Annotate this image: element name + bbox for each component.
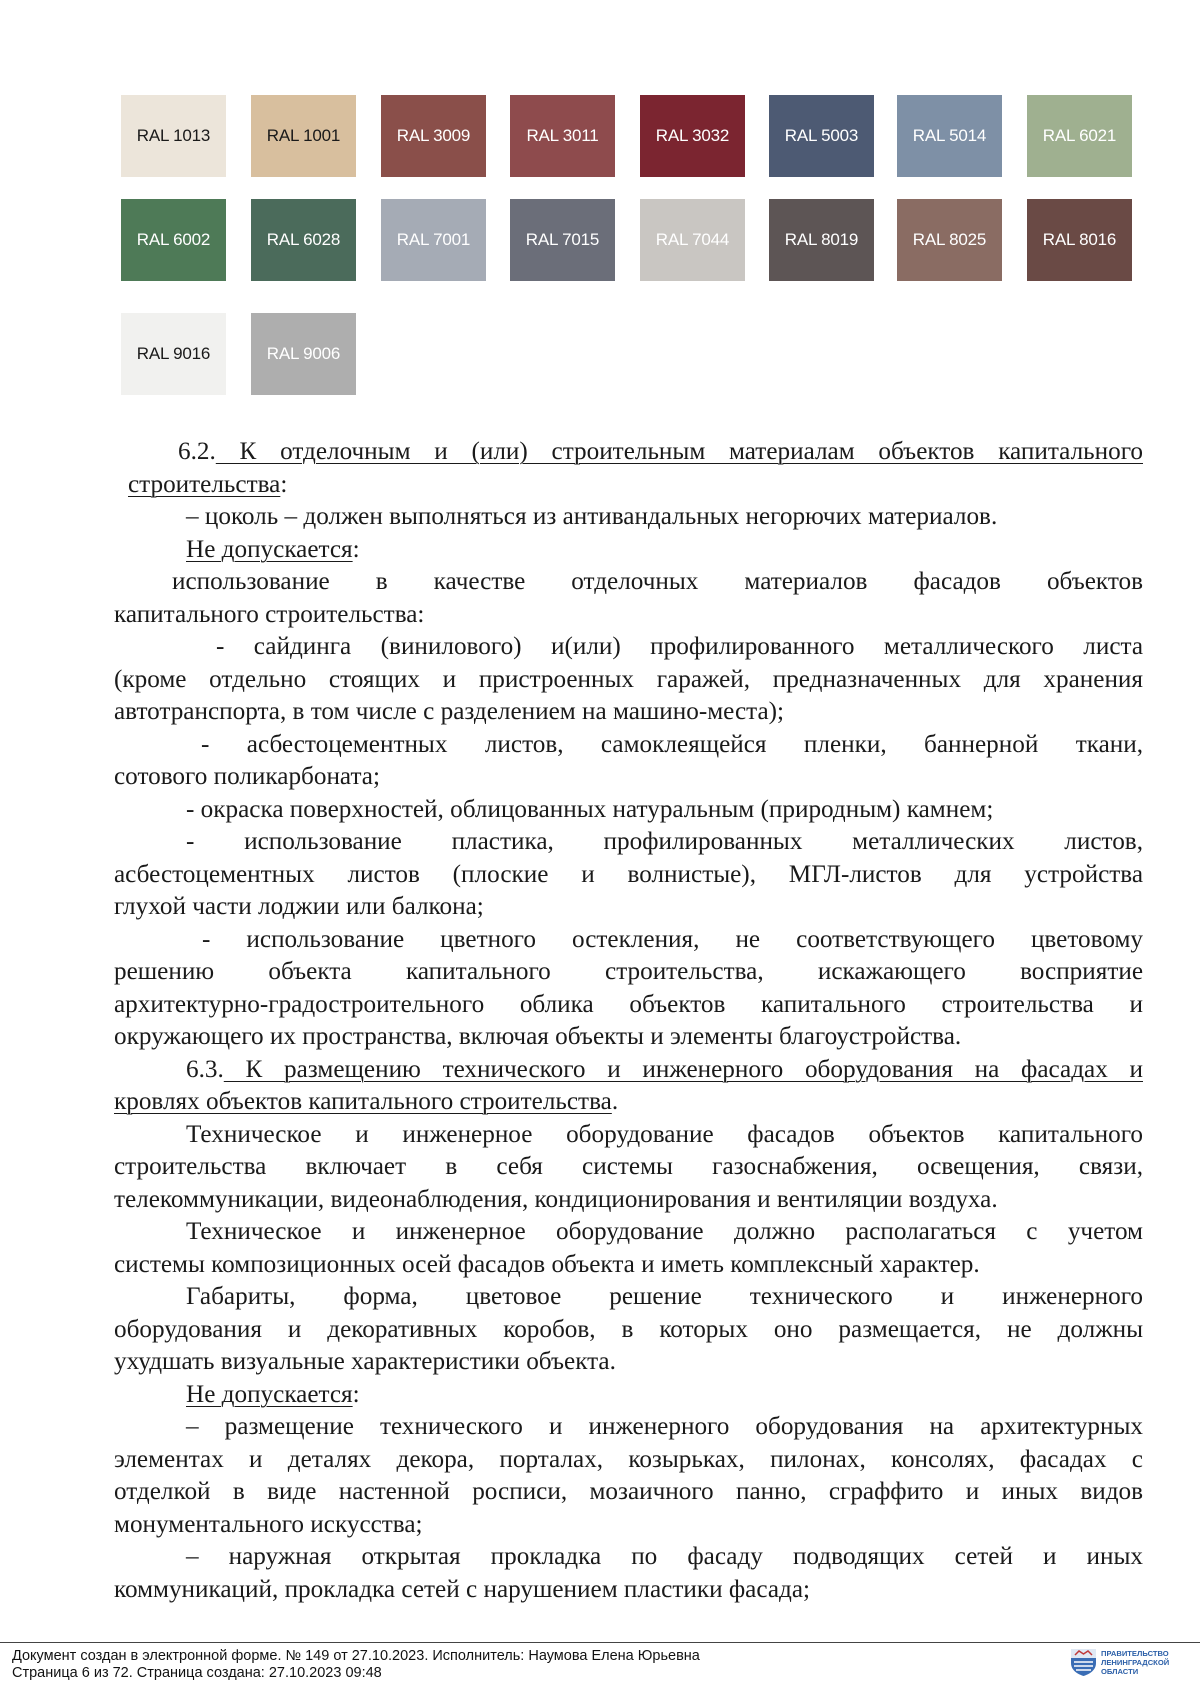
paragraph-line: Габариты, форма, цветовое решение технического и инженерного [186, 1283, 1143, 1310]
ral-swatch [251, 95, 356, 177]
ral-swatch [381, 199, 486, 281]
text-line: (кроме отдельно стоящих и пристроенных гаражей, предназначенных для хранения [114, 665, 1143, 693]
list-item: – размещение технического и инженерного оборудования на архитектурных [186, 1413, 1143, 1440]
section-title: кровлях объектов капитального строительства [114, 1088, 612, 1115]
ral-swatch [897, 95, 1002, 177]
ral-swatch-label: RAL 6028 [266, 230, 341, 249]
ral-swatch-label: RAL 8016 [1042, 230, 1117, 249]
ral-swatch [251, 313, 356, 395]
ral-swatch-label: RAL 3009 [396, 126, 471, 145]
ral-swatch [769, 95, 874, 177]
ral-swatch-label: RAL 7001 [396, 230, 471, 249]
text-line: оборудования и декоративных коробов, в которых оно размещается, не должны [114, 1315, 1143, 1343]
text-line: асбестоцементных листов (плоские и волнистые), МГЛ-листов для устройства [114, 860, 1143, 888]
section-heading-cont [114, 469, 1143, 502]
ral-swatch-label: RAL 3032 [655, 126, 730, 145]
section-title: строительства [128, 470, 281, 498]
ral-swatch [121, 199, 226, 281]
ral-swatch-label: RAL 9016 [136, 344, 211, 363]
page-footer [12, 1648, 700, 1682]
text-line: : [352, 1380, 360, 1408]
text-line: глухой части лоджии или балкона; [114, 893, 484, 920]
section-title: К размещению технического и инженерного оборудования на фасадах и [223, 1055, 1143, 1083]
ral-swatch [381, 95, 486, 177]
text-line: строительства включает в себя системы газоснабжения, освещения, связи, [114, 1153, 1143, 1180]
text-line: решению объекта капитального строительства, искажающего восприятие [114, 958, 1143, 985]
document-body [114, 436, 1143, 1606]
text-line: элементах и деталях декора, порталах, козырьках, пилонах, консолях, фасадах с [114, 1445, 1143, 1473]
ral-swatch [510, 95, 615, 177]
ral-swatch-label: RAL 5003 [784, 126, 859, 145]
subheading-label: Не допускается [186, 535, 353, 563]
text-line: коммуникаций, прокладка сетей с нарушением пластики фасада; [114, 1575, 811, 1603]
subheading-not-allowed [114, 1379, 1143, 1412]
text-line: : [280, 470, 288, 498]
text-line: сотового поликарбоната; [114, 763, 380, 790]
ral-swatch-label: RAL 9006 [266, 344, 341, 363]
ral-swatch [1027, 95, 1132, 177]
paragraph-line: Техническое и инженерное оборудование должно располагаться с учетом [186, 1218, 1143, 1245]
text-line: телекоммуникации, видеонаблюдения, кондиционирования и вентиляции воздуха. [114, 1185, 998, 1213]
section-heading-6-2 [114, 436, 1143, 469]
text-line: : [352, 535, 360, 563]
ral-swatch-label: RAL 6021 [1042, 126, 1117, 145]
text-line: архитектурно-градостроительного облика объектов капитального строительства и [114, 990, 1143, 1018]
text-line: отделкой в виде настенной росписи, мозаичного панно, сграффито и иных видов [114, 1478, 1143, 1505]
ral-swatch-label: RAL 3011 [526, 126, 599, 145]
list-item: - окраска поверхностей, облицованных натуральным (природным) камнем; [186, 795, 994, 823]
footer-page-info: Страница 6 из 72. Страница создана: 27.10.2023 09:48 [12, 1665, 382, 1681]
section-title: К отделочным и (или) строительным материалам объектов капитального [215, 438, 1143, 465]
logo-caption: ПРАВИТЕЛЬСТВО ЛЕНИНГРАДСКОЙ ОБЛАСТИ [1101, 1649, 1170, 1676]
list-item: - сайдинга (винилового) и(или) профилированного металлического листа [216, 633, 1143, 660]
section-heading-6-3 [114, 1054, 1143, 1087]
ral-swatch [640, 199, 745, 281]
list-item: - асбестоцементных листов, самоклеящейся пленки, баннерной ткани, [201, 730, 1143, 758]
list-item: – наружная открытая прокладка по фасаду подводящих сетей и иных [186, 1543, 1143, 1570]
text-line: капитального строительства: [114, 600, 425, 628]
ral-swatch [510, 199, 615, 281]
ral-swatch [121, 313, 226, 395]
footer-divider [0, 1642, 1200, 1643]
list-item: – цоколь – должен выполняться из антивандальных негорючих материалов. [186, 503, 998, 530]
government-logo [1070, 1648, 1190, 1684]
footer-document-info: Документ создан в электронной форме. № 149 от 27.10.2023. Исполнитель: Наумова Елена Юрьевна [12, 1648, 700, 1664]
text-line: окружающего их пространства, включая объекты и элементы благоустройства. [114, 1023, 962, 1050]
ral-swatch-label: RAL 1013 [136, 126, 211, 145]
ral-swatch-label: RAL 7044 [655, 230, 730, 249]
ral-swatch-label: RAL 7015 [525, 230, 600, 249]
ral-swatch [251, 199, 356, 281]
text-line: . [611, 1088, 619, 1115]
text-line: ухудшать визуальные характеристики объекта. [114, 1348, 616, 1375]
ral-swatch-label: RAL 8025 [912, 230, 987, 249]
text-line: монументального искусства; [114, 1510, 423, 1538]
section-number: 6.2. [178, 438, 216, 465]
ral-swatch [769, 199, 874, 281]
subheading-label: Не допускается [186, 1380, 353, 1408]
text-line: системы композиционных осей фасадов объекта и иметь комплексный характер. [114, 1250, 980, 1278]
list-item: - использование пластика, профилированных металлических листов, [186, 828, 1143, 855]
section-number: 6.3. [186, 1055, 224, 1083]
ral-swatch [640, 95, 745, 177]
text-line: использование в качестве отделочных материалов фасадов объектов [172, 568, 1143, 595]
ral-swatch-label: RAL 6002 [136, 230, 211, 249]
ral-swatch-label: RAL 1001 [266, 126, 341, 145]
list-item: - использование цветного остекления, не соответствующего цветовому [202, 925, 1143, 953]
ral-swatch-label: RAL 5014 [912, 126, 987, 145]
section-heading-cont [114, 1086, 1143, 1119]
ral-swatch [897, 199, 1002, 281]
ral-swatch [1027, 199, 1132, 281]
subheading-not-allowed [114, 534, 1143, 567]
text-line: автотранспорта, в том числе с разделением на машино-места); [114, 698, 785, 725]
ral-swatch [121, 95, 226, 177]
ral-swatch-label: RAL 8019 [784, 230, 859, 249]
paragraph-line: Техническое и инженерное оборудование фасадов объектов капитального [186, 1120, 1143, 1148]
coat-of-arms-icon [1070, 1648, 1097, 1677]
